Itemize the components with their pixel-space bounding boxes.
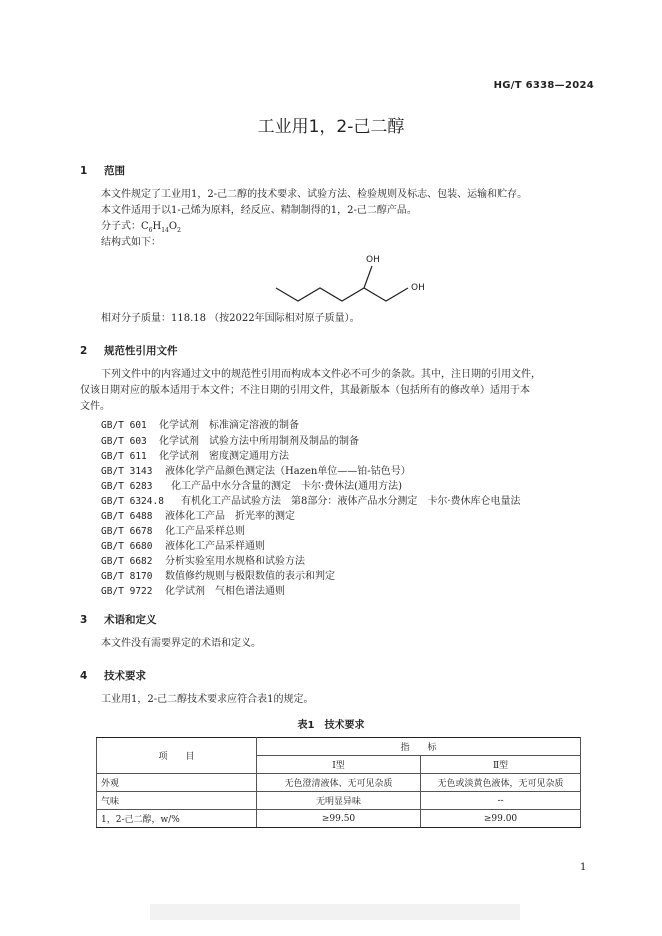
- reference-item: [101, 507, 295, 522]
- oh-bond-top: [364, 266, 372, 288]
- reference-title: 有机化工产品试验方法 第8部分：液体产品水分测定 卡尔·费休库仑电量法: [181, 496, 521, 507]
- row-value-type-1: ≥99.50: [257, 810, 421, 828]
- reference-code: GB/T 611: [101, 451, 147, 462]
- section-2-heading: [80, 343, 178, 358]
- reference-code: GB/T 6680: [101, 541, 153, 552]
- table-caption: 表1 技术要求: [297, 720, 365, 731]
- section-title: 范围: [104, 165, 125, 177]
- row-item: 1，2-己二醇，w/%: [97, 810, 257, 828]
- reference-title: 化学试剂 标准滴定溶液的制备: [159, 420, 299, 431]
- reference-code: GB/T 601: [101, 420, 147, 431]
- row-item: 外观: [97, 774, 257, 792]
- references-intro-line-1: 下列文件中的内容通过文中的规范性引用而构成本文件必不可少的条款。其中，注日期的引用文件，: [101, 369, 541, 380]
- reference-code: GB/T 603: [101, 436, 147, 447]
- carbon-chain-bonds: [276, 288, 408, 301]
- type-2-header: Ⅱ型: [421, 756, 581, 774]
- scope-paragraph-2: 本文件适用于以1-己烯为原料，经反应、精制制得的1，2-己二醇产品。: [101, 205, 417, 216]
- section-title: 规范性引用文件: [104, 345, 178, 357]
- reference-title: 化学试剂 密度测定通用方法: [159, 451, 289, 462]
- watermark-bar: [150, 904, 520, 920]
- reference-item: [101, 477, 402, 492]
- section-number: 2: [80, 345, 88, 357]
- section-3-heading: [80, 612, 157, 627]
- formula-label: 分子式：: [101, 221, 141, 232]
- type-1-header: Ⅰ型: [257, 756, 421, 774]
- reference-code: GB/T 6488: [101, 511, 153, 522]
- section-title: 技术要求: [104, 670, 146, 682]
- index-header: 指 标: [257, 738, 581, 756]
- row-item: 气味: [97, 792, 257, 810]
- reference-item: [101, 537, 265, 552]
- row-value-type-1: 无明显异味: [257, 792, 421, 810]
- reference-title: 化学试剂 气相色谱法通则: [165, 586, 285, 597]
- reference-item: [101, 432, 359, 447]
- reference-title: 分析实验室用水规格和试验方法: [165, 556, 305, 567]
- reference-title: 液体化工产品采样通则: [165, 541, 265, 552]
- reference-title: 液体化学产品颜色测定法（Hazen单位——铂-钴色号）: [165, 466, 411, 477]
- reference-code: GB/T 6678: [101, 526, 153, 537]
- reference-item: [101, 552, 305, 567]
- section-number: 4: [80, 670, 88, 682]
- reference-code: GB/T 8170: [101, 571, 153, 582]
- row-value-type-2: 无色或淡黄色液体，无可见杂质: [421, 774, 581, 792]
- formula-c-count: 6: [148, 227, 153, 234]
- section-number: 1: [80, 165, 88, 177]
- page-number: 1: [580, 862, 587, 873]
- scope-paragraph-1: 本文件规定了工业用1，2-己二醇的技术要求、试验方法、检验规则及标志、包装、运输和贮存。: [101, 189, 528, 200]
- standard-code: HG/T 6338—2024: [493, 80, 594, 91]
- reference-code: GB/T 6682: [101, 556, 153, 567]
- reference-title: 数值修约规则与极限数值的表示和判定: [165, 571, 335, 582]
- formula-h-count: 14: [161, 227, 169, 234]
- section-1-heading: [80, 163, 125, 178]
- table-row: [97, 792, 581, 810]
- molecular-mass: 相对分子质量：118.18 （按2022年国际相对原子质量）。: [101, 313, 360, 324]
- row-value-type-2: --: [421, 792, 581, 810]
- structure-label: 结构式如下：: [101, 237, 161, 248]
- reference-item: [101, 522, 245, 537]
- reference-code: GB/T 3143: [101, 466, 153, 477]
- structural-formula-diagram: [268, 248, 438, 312]
- formula-h: H: [152, 221, 162, 232]
- reference-item: [101, 582, 285, 597]
- section-4-heading: [80, 668, 146, 683]
- terms-paragraph: 本文件没有需要界定的术语和定义。: [101, 638, 261, 649]
- table-header-row: [97, 738, 581, 756]
- table-row: [97, 810, 581, 828]
- oh-label-top: OH: [366, 255, 380, 265]
- references-intro-line-3: 文件。: [80, 401, 110, 412]
- reference-item: [101, 416, 299, 431]
- reference-code: GB/T 9722: [101, 586, 153, 597]
- item-header: 项 目: [97, 738, 257, 774]
- requirements-paragraph: 工业用1，2-己二醇技术要求应符合表1的规定。: [101, 694, 314, 705]
- formula-o: O: [168, 221, 178, 232]
- technical-requirements-table: [96, 737, 581, 828]
- section-number: 3: [80, 614, 88, 626]
- reference-title: 化工产品中水分含量的测定 卡尔·费休法(通用方法): [171, 481, 402, 492]
- reference-title: 化学试剂 试验方法中所用制剂及制品的制备: [159, 436, 359, 447]
- formula-c: C: [141, 221, 149, 232]
- reference-item: [101, 492, 521, 507]
- reference-code: GB/T 6324.8: [101, 496, 164, 507]
- table-row: [97, 774, 581, 792]
- reference-item: [101, 447, 289, 462]
- references-intro-line-2: 仅该日期对应的版本适用于本文件；不注日期的引用文件，其最新版本（包括所有的修改单）适用于本: [80, 385, 530, 396]
- row-value-type-1: 无色澄清液体、无可见杂质: [257, 774, 421, 792]
- oh-label-right: OH: [411, 283, 425, 293]
- row-value-type-2: ≥99.00: [421, 810, 581, 828]
- reference-item: [101, 567, 335, 582]
- document-title: 工业用1，2-己二醇: [257, 117, 405, 137]
- reference-code: GB/T 6283: [101, 481, 153, 492]
- reference-title: 化工产品采样总则: [165, 526, 245, 537]
- section-title: 术语和定义: [104, 614, 157, 626]
- reference-title: 液体化工产品 折光率的测定: [165, 511, 295, 522]
- reference-item: [101, 462, 411, 477]
- formula-o-count: 2: [177, 227, 181, 234]
